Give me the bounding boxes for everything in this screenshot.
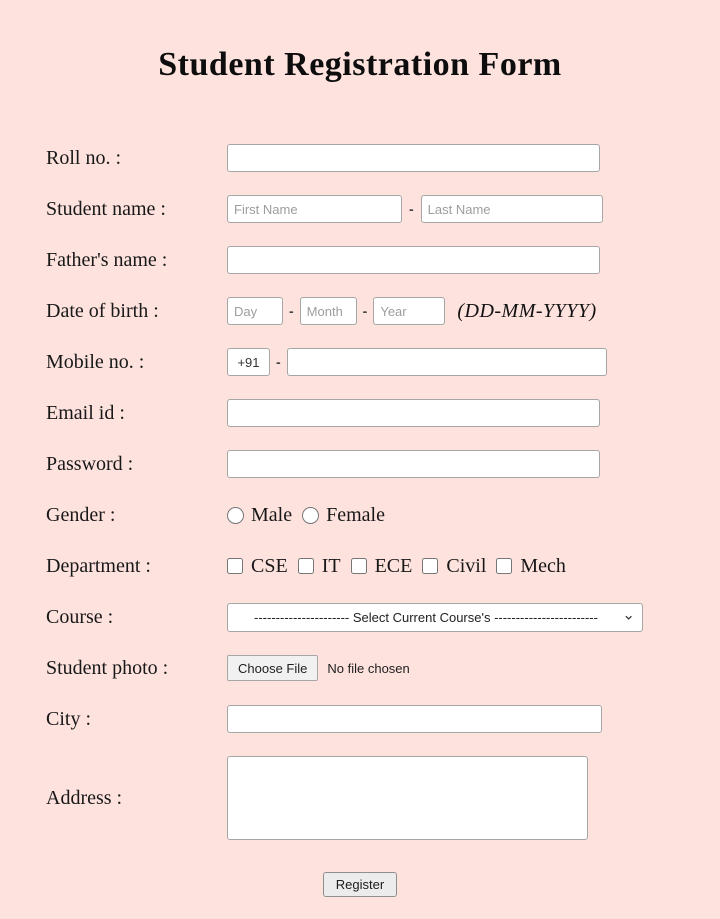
student-name-row <box>0 195 720 223</box>
father-name-input[interactable] <box>227 246 600 274</box>
gender-options <box>227 504 395 527</box>
course-select[interactable] <box>227 603 643 632</box>
address-label: Address : <box>46 786 123 809</box>
department-option-it[interactable] <box>298 555 341 578</box>
department-option-civil[interactable] <box>422 555 486 578</box>
city-label: City : <box>46 707 92 730</box>
city-input[interactable] <box>227 705 602 733</box>
name-separator: - <box>409 201 414 217</box>
photo-file-control <box>227 655 410 681</box>
department-option-cse[interactable] <box>227 555 288 578</box>
male-radio[interactable] <box>227 507 244 524</box>
cse-label: CSE <box>251 554 288 577</box>
course-select-wrap <box>227 603 643 632</box>
dob-row <box>0 297 720 325</box>
email-row <box>0 399 720 427</box>
ece-checkbox[interactable] <box>351 558 367 574</box>
dob-format-hint: (DD-MM-YYYY) <box>457 299 597 322</box>
password-row <box>0 450 720 478</box>
cse-checkbox[interactable] <box>227 558 243 574</box>
it-checkbox[interactable] <box>298 558 314 574</box>
civil-checkbox[interactable] <box>422 558 438 574</box>
department-label: Department : <box>46 554 151 577</box>
dob-year-input[interactable] <box>373 297 445 325</box>
country-code-input[interactable] <box>227 348 270 376</box>
ece-label: ECE <box>374 554 413 577</box>
mech-label: Mech <box>520 554 566 577</box>
department-option-mech[interactable] <box>496 555 566 578</box>
male-label: Male <box>251 503 293 526</box>
gender-option-male[interactable] <box>227 504 292 527</box>
gender-label: Gender : <box>46 503 116 526</box>
email-label: Email id : <box>46 401 125 424</box>
mobile-number-input[interactable] <box>287 348 607 376</box>
password-input[interactable] <box>227 450 600 478</box>
dob-label: Date of birth : <box>46 299 159 322</box>
course-row <box>0 603 720 631</box>
roll-number-input[interactable] <box>227 144 600 172</box>
mech-checkbox[interactable] <box>496 558 512 574</box>
password-label: Password : <box>46 452 134 475</box>
file-chosen-status: No file chosen <box>327 660 410 676</box>
father-name-label: Father's name : <box>46 248 168 271</box>
department-option-ece[interactable] <box>351 555 413 578</box>
last-name-input[interactable] <box>421 195 603 223</box>
choose-file-button[interactable]: Choose File <box>227 655 318 681</box>
submit-row <box>0 872 720 897</box>
address-textarea[interactable] <box>227 756 588 840</box>
photo-row <box>0 654 720 682</box>
mobile-label: Mobile no. : <box>46 350 145 373</box>
roll-number-label: Roll no. : <box>46 146 122 169</box>
photo-label: Student photo : <box>46 656 169 679</box>
female-label: Female <box>326 503 385 526</box>
department-options <box>227 555 576 578</box>
address-row <box>0 756 720 840</box>
mobile-row <box>0 348 720 376</box>
it-label: IT <box>321 554 341 577</box>
student-name-label: Student name : <box>46 197 166 220</box>
gender-option-female[interactable] <box>302 504 385 527</box>
page-title: Student Registration Form <box>158 46 562 83</box>
mobile-separator: - <box>276 354 281 370</box>
civil-label: Civil <box>446 554 487 577</box>
female-radio[interactable] <box>302 507 319 524</box>
first-name-input[interactable] <box>227 195 402 223</box>
dob-day-input[interactable] <box>227 297 283 325</box>
chevron-down-icon: ⌄ <box>622 606 635 624</box>
email-input[interactable] <box>227 399 600 427</box>
father-name-row <box>0 246 720 274</box>
dob-separator: - <box>289 303 294 319</box>
course-label: Course : <box>46 605 114 628</box>
roll-number-row <box>0 144 720 172</box>
dob-month-input[interactable] <box>300 297 357 325</box>
dob-separator: - <box>362 303 368 319</box>
city-row <box>0 705 720 733</box>
register-button[interactable]: Register <box>323 872 397 897</box>
gender-row <box>0 501 720 529</box>
department-row <box>0 552 720 580</box>
